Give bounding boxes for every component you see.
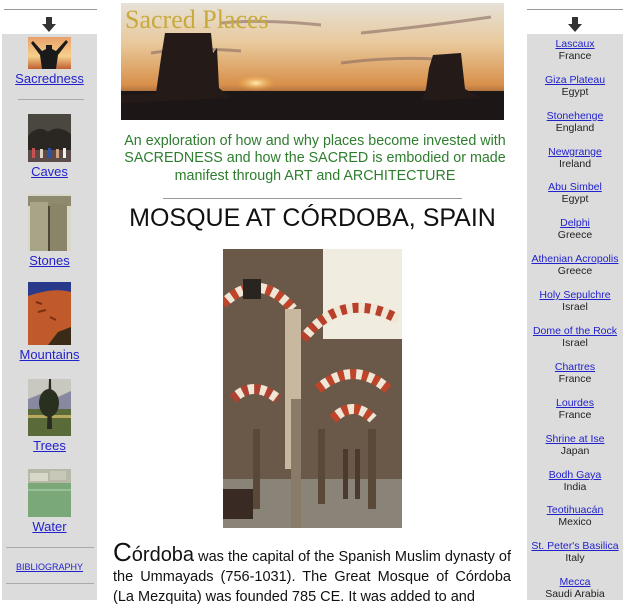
left-nav-divider-bottom-2 xyxy=(6,583,94,584)
site-country: Ireland xyxy=(558,158,592,170)
cave-thumbnail[interactable] xyxy=(28,114,71,162)
site-item-dome-of-the-rock[interactable] xyxy=(527,325,623,349)
site-country: Egypt xyxy=(561,193,589,205)
article-body xyxy=(113,537,511,607)
site-country: Greece xyxy=(557,265,593,277)
site-item-bodh-gaya[interactable] xyxy=(527,469,623,493)
lead-word: órdoba xyxy=(131,544,195,566)
site-country: France xyxy=(558,373,592,385)
site-title: Sacred Places xyxy=(125,5,269,34)
site-link-st-peters-basilica[interactable]: St. Peter's Basilica xyxy=(531,540,619,552)
site-country: Japan xyxy=(560,445,590,457)
site-link-bodh-gaya[interactable]: Bodh Gaya xyxy=(548,469,602,481)
site-link-delphi[interactable]: Delphi xyxy=(560,217,590,229)
standing-stones-thumbnail[interactable] xyxy=(28,194,71,251)
nav-item-trees[interactable] xyxy=(2,379,97,453)
site-item-holy-sepulchre[interactable] xyxy=(527,289,623,313)
site-item-lascaux[interactable] xyxy=(527,38,623,62)
site-link-giza-plateau[interactable]: Giza Plateau xyxy=(544,74,606,86)
left-top-divider xyxy=(4,9,97,10)
site-link-dome-of-the-rock[interactable]: Dome of the Rock xyxy=(532,325,618,337)
header-banner xyxy=(121,3,504,120)
site-link-abu-simbel[interactable]: Abu Simbel xyxy=(548,181,602,193)
site-link-holy-sepulchre[interactable]: Holy Sepulchre xyxy=(539,289,611,301)
nav-link-caves[interactable]: Caves xyxy=(31,164,68,179)
nav-link-sacredness[interactable]: Sacredness xyxy=(15,71,84,86)
site-country: Saudi Arabia xyxy=(545,588,605,600)
mosque-interior-image xyxy=(223,249,402,528)
site-country: Israel xyxy=(562,301,588,313)
site-item-giza[interactable] xyxy=(527,74,623,98)
site-country: Greece xyxy=(557,229,593,241)
article-text: was the capital of the Spanish Muslim dynasty of the Ummayads (756-1031). The Great Mosque of Córdoba (La Mezquita) was founded 785 CE. It was added to and xyxy=(113,549,511,605)
site-link-stonehenge[interactable]: Stonehenge xyxy=(546,110,604,122)
site-country: Italy xyxy=(565,552,585,564)
left-sidebar xyxy=(2,34,97,600)
mountain-thumbnail[interactable] xyxy=(28,282,71,345)
left-nav-divider xyxy=(18,99,84,100)
site-country: England xyxy=(555,122,595,134)
praying-figure-thumbnail[interactable] xyxy=(28,37,71,69)
site-item-ise[interactable] xyxy=(527,433,623,457)
site-link-athenian-acropolis[interactable]: Athenian Acropolis xyxy=(531,253,619,265)
site-item-chartres[interactable] xyxy=(527,361,623,385)
nav-item-sacredness[interactable] xyxy=(2,37,97,86)
site-item-delphi[interactable] xyxy=(527,217,623,241)
site-link-newgrange[interactable]: Newgrange xyxy=(548,146,602,158)
site-item-lourdes[interactable] xyxy=(527,397,623,421)
nav-link-stones[interactable]: Stones xyxy=(29,253,70,268)
page-title: MOSQUE AT CÓRDOBA, SPAIN xyxy=(129,204,496,232)
dropcap: C xyxy=(113,537,132,567)
nav-item-bibliography[interactable] xyxy=(2,562,97,572)
site-link-shrine-at-ise[interactable]: Shrine at Ise xyxy=(545,433,605,445)
nav-item-stones[interactable] xyxy=(2,194,97,268)
site-item-st-peters[interactable] xyxy=(527,540,623,564)
left-nav-divider-bottom xyxy=(6,547,94,548)
bibliography-link[interactable]: BIBLIOGRAPHY xyxy=(15,562,84,572)
nav-item-water[interactable] xyxy=(2,469,97,534)
nav-item-caves[interactable] xyxy=(2,114,97,179)
site-item-abu-simbel[interactable] xyxy=(527,181,623,205)
site-item-stonehenge[interactable] xyxy=(527,110,623,134)
site-link-lascaux[interactable]: Lascaux xyxy=(555,38,595,50)
right-sidebar xyxy=(527,34,623,600)
right-top-divider xyxy=(527,9,623,10)
site-link-lourdes[interactable]: Lourdes xyxy=(556,397,594,409)
site-intro: An exploration of how and why places become invested with SACREDNESS and how the SACRED is embodied or made manifest through ART and ARCHITECTURE xyxy=(124,133,506,184)
title-divider xyxy=(163,198,462,199)
tree-thumbnail[interactable] xyxy=(28,379,71,436)
site-country: Mexico xyxy=(558,516,592,528)
site-country: France xyxy=(558,409,592,421)
site-link-mecca[interactable]: Mecca xyxy=(559,576,591,588)
nav-item-mountains[interactable] xyxy=(2,282,97,362)
water-thumbnail[interactable] xyxy=(28,469,71,517)
nav-link-water[interactable]: Water xyxy=(32,519,67,534)
nav-link-mountains[interactable]: Mountains xyxy=(19,347,80,362)
site-country: Israel xyxy=(562,337,588,349)
site-country: Egypt xyxy=(561,86,589,98)
site-item-teotihuacan[interactable] xyxy=(527,504,623,528)
site-country: France xyxy=(558,50,592,62)
site-link-teotihuacan[interactable]: Teotihuacán xyxy=(546,504,604,516)
site-item-mecca[interactable] xyxy=(527,576,623,600)
site-item-newgrange[interactable] xyxy=(527,146,623,170)
site-link-chartres[interactable]: Chartres xyxy=(554,361,596,373)
site-country: India xyxy=(563,481,587,493)
nav-link-trees[interactable]: Trees xyxy=(33,438,66,453)
site-item-acropolis[interactable] xyxy=(527,253,623,277)
